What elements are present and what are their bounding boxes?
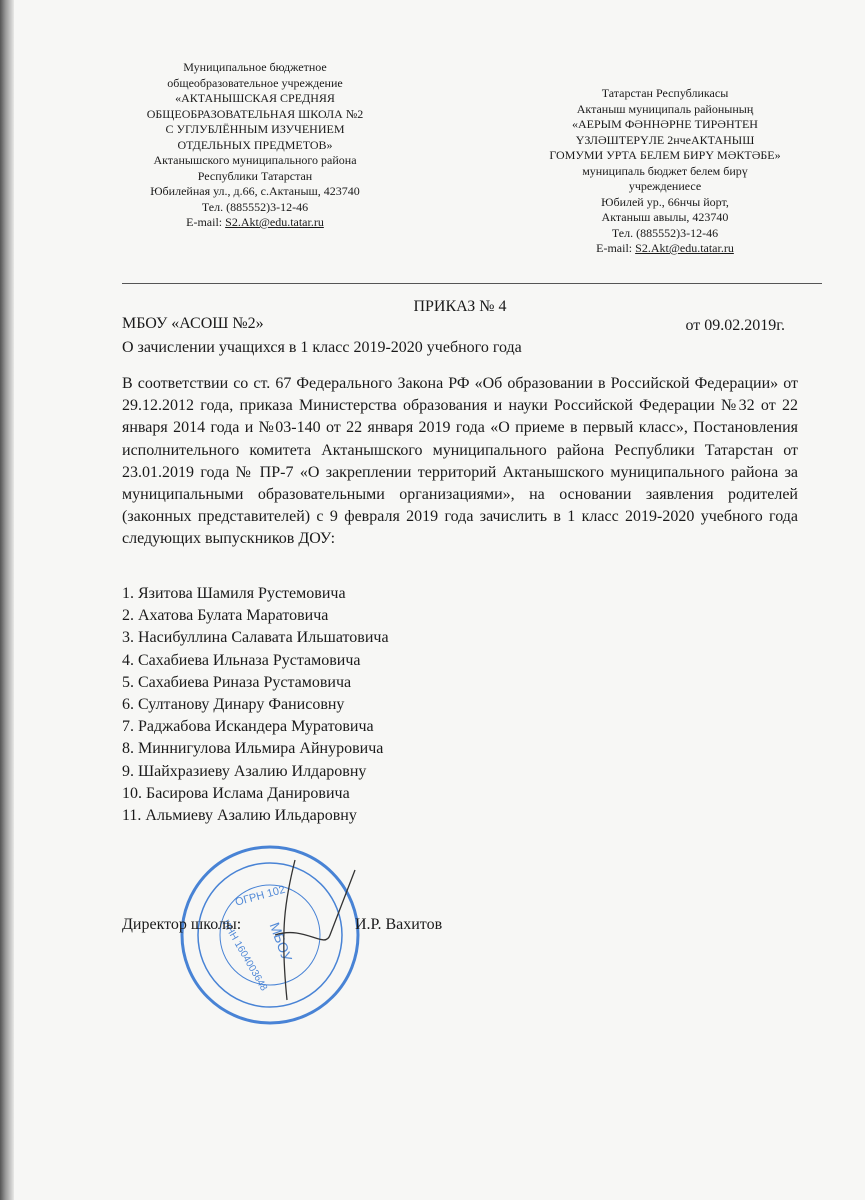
scan-edge: [0, 0, 14, 1200]
divider: [122, 283, 822, 284]
student-item: 7. Раджабова Искандера Муратовича: [122, 718, 374, 736]
header-line: Юбилейная ул., д.66, с.Актаныш, 423740: [150, 184, 360, 198]
order-subject: О зачислении учащихся в 1 класс 2019-2020 учебного года: [122, 339, 522, 356]
student-item: 1. Язитова Шамиля Рустемовича: [122, 585, 346, 602]
header-line: ГОМУМИ УРТА БЕЛЕМ БИРҮ МӘКТӘБЕ»: [549, 148, 781, 162]
student-list: [122, 583, 389, 827]
student-item: 2. Ахатова Булата Маратовича: [122, 607, 329, 625]
student-item: 3. Насибуллина Салавата Ильшатовича: [122, 629, 389, 647]
header-line: Тел. (885552)3-12-46: [201, 199, 309, 214]
header-line: «АЕРЫМ ФӘННӘРНЕ ТИРӘНТЕН: [572, 117, 758, 131]
svg-text:ОГРН 102: ОГРН 102: [233, 883, 287, 909]
email-line: E-mail: S2.Akt@edu.tatar.ru: [596, 241, 734, 255]
header-line: С УГЛУБЛЁННЫМ ИЗУЧЕНИЕМ: [165, 122, 345, 136]
svg-text:ИНН 1604003648: ИНН 1604003648: [219, 918, 270, 993]
header-line: Актаныш муниципаль районының: [576, 101, 754, 116]
header-line: Тел. (885552)3-12-46: [611, 225, 719, 240]
header-line: Муниципальное бюджетное: [183, 60, 327, 74]
header-line: Актаныш авылы, 423740: [601, 210, 729, 224]
header-line: ОБЩЕОБРАЗОВАТЕЛЬНАЯ ШКОЛА №2: [146, 106, 364, 121]
header-line: Юбилей ур., 66нчы йорт,: [601, 194, 729, 209]
header-line: учреждениесе: [628, 179, 702, 193]
header-line: ОТДЕЛЬНЫХ ПРЕДМЕТОВ»: [177, 137, 333, 152]
student-item: 10. Басирова Ислама Данировича: [122, 784, 350, 802]
header-line: «АКТАНЫШСКАЯ СРЕДНЯЯ: [175, 91, 335, 105]
student-item: 9. Шайхразиеву Азалию Илдаровну: [122, 762, 367, 780]
order-body: В соответствии со ст. 67 Федерального Закона РФ «Об образовании в Российской Федерации» от 29.12.2012 года, приказа Министерства образования и науки Российской Федерации №32 от 22 января 2014 года и №03-140 от 22 января 2019 года «О приеме в первый класс», Постановления исполнительного комитета Актанышского муниципального района Республики Татарстан от 23.01.2019 года № ПР-7 «О закреплении территорий Актанышского муниципального района за муниципальными образовательными организациями», на основании заявления родителей (законных представителей) с 9 февраля 2019 года зачислить в 1 класс 2019-2020 учебного года следующих выпускников ДОУ:: [122, 375, 798, 548]
email-link[interactable]: S2.Akt@edu.tatar.ru: [635, 241, 734, 255]
student-item: 5. Сахабиева Риназа Рустамовича: [122, 673, 352, 691]
header-line: Актанышского муниципального района: [153, 153, 357, 167]
email-line: E-mail: S2.Akt@edu.tatar.ru: [186, 215, 324, 229]
student-item: 11. Альмиеву Азалию Ильдаровну: [122, 807, 357, 825]
official-stamp: [175, 840, 365, 1030]
order-date: от 09.02.2019г.: [685, 317, 785, 334]
order-title: ПРИКАЗ № 4: [413, 298, 507, 315]
student-item: 6. Султанову Динару Фанисовну: [122, 696, 345, 714]
director-label: Директор школы:: [122, 916, 242, 933]
student-item: 8. Миннигулова Ильмира Айнуровича: [122, 740, 384, 758]
header-right: [530, 86, 800, 257]
header-line: Республики Татарстан: [197, 168, 313, 183]
header-line: Татарстан Республикасы: [601, 86, 729, 100]
email-link[interactable]: S2.Akt@edu.tatar.ru: [225, 215, 324, 229]
header-line: общеобразовательное учреждение: [167, 75, 343, 90]
student-item: 4. Сахабиева Ильназа Рустамовича: [122, 651, 361, 669]
signature: [275, 860, 355, 1000]
org-name: МБОУ «АСОШ №2»: [122, 315, 264, 332]
director-name: И.Р. Вахитов: [355, 916, 443, 933]
header-line: ҮЗЛӘШТЕРҮЛЕ 2нчеАКТАНЫШ: [575, 132, 755, 147]
header-left: [120, 60, 390, 231]
svg-text:МБОУ: МБОУ: [266, 920, 296, 964]
header-line: муниципаль бюджет белем бирү: [582, 163, 748, 178]
